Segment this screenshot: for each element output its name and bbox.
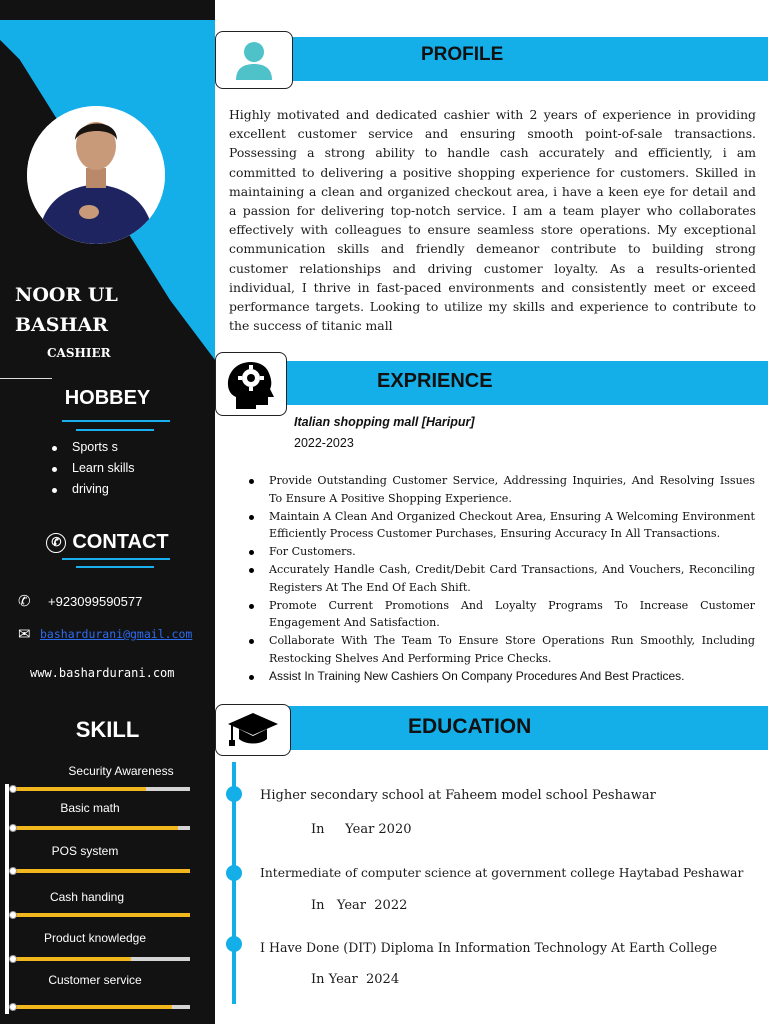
experience-icon-box	[215, 352, 287, 416]
list-item: Promote Current Promotions And Loyalty Programs To Increase Customer Engagement And Satisfaction.	[247, 597, 755, 633]
hobbies-heading: HOBBEY	[64, 387, 151, 409]
name-line-2: BASHAR	[15, 314, 109, 336]
skill-bar	[12, 787, 190, 791]
profile-icon-box	[215, 31, 293, 89]
skill-bar	[12, 826, 190, 830]
hobbies-list	[52, 440, 135, 503]
contact-email	[18, 625, 192, 643]
contact-heading	[0, 531, 215, 554]
head-gear-icon	[216, 353, 286, 415]
list-item: Sports s	[52, 440, 135, 461]
skill-bar-fill	[12, 787, 146, 791]
education-item-title: Higher secondary school at Faheem model school Peshawar	[260, 788, 656, 803]
profile-photo	[27, 106, 165, 244]
skill-label: Cash handing	[49, 890, 125, 904]
skill-label: Basic math	[60, 801, 120, 815]
job-years: 2022-2023	[294, 436, 354, 450]
divider	[0, 378, 52, 379]
skill-label: Product knowledge	[43, 931, 147, 945]
email-link[interactable]: bashardurani@gmail.com	[40, 627, 193, 641]
list-item: driving	[52, 482, 135, 503]
name-line-1: NOOR UL	[15, 284, 118, 306]
contact-phone	[18, 592, 142, 610]
skill-knob	[9, 911, 17, 919]
list-item: Assist In Training New Cashiers On Company Procedures And Best Practices.	[247, 668, 755, 686]
skill-label: Security Awareness	[68, 764, 174, 778]
skill-bar-fill	[12, 869, 190, 873]
person-name	[15, 280, 195, 340]
job-place: Italian shopping mall [Haripur]	[294, 415, 475, 429]
contact-underline-2	[76, 566, 154, 568]
education-item-year: In Year 2020	[311, 822, 412, 837]
experience-header-bar	[280, 361, 768, 405]
skill-knob	[9, 1003, 17, 1011]
experience-heading: EXPRIENCE	[377, 370, 493, 392]
website[interactable]: www.bashardurani.com	[30, 666, 175, 680]
phone-icon: ✆	[18, 593, 31, 610]
education-item-title: I Have Done (DIT) Diploma In Information Technology At Earth College	[260, 940, 718, 955]
timeline-dot	[226, 786, 242, 802]
hobbies-underline-2	[76, 429, 154, 431]
skill-knob	[9, 867, 17, 875]
envelope-icon: ✉	[18, 626, 31, 643]
skill-knob	[9, 955, 17, 963]
skill-bar	[12, 913, 190, 917]
list-item: Accurately Handle Cash, Credit/Debit Card Transactions, And Vouchers, Reconciling Registers At The End Of Each Shift.	[247, 561, 755, 597]
skill-bar-fill	[12, 913, 190, 917]
graduation-cap-icon	[216, 705, 290, 755]
timeline-dot	[226, 865, 242, 881]
phone-icon: ✆	[46, 533, 66, 553]
education-heading: EDUCATION	[408, 715, 532, 738]
profile-heading: PROFILE	[421, 44, 504, 65]
skill-bar-fill	[12, 826, 178, 830]
phone-number: +923099590577	[48, 593, 143, 609]
user-icon	[216, 32, 292, 88]
contact-heading-label: CONTACT	[72, 531, 169, 553]
education-item-year: In Year 2024	[311, 972, 400, 987]
profile-summary: Highly motivated and dedicated cashier with 2 years of experience in providing excellent customer service and ensuring smooth point-of-sale transactions. Possessing a strong ability to handle cash accurately and efficiently, i am committed to delivering a positive shopping experience for customers. Skilled in maintaining a clean and organized checkout area, i have a keen eye for detail and a passion for delivering top-notch service. I am a team player who collaborates effectively with colleagues to ensure seamless store operations. My exceptional communication skills and friendly demeanor contribute to building strong customer relationships and driving customer loyalty. As a results-oriented individual, I thrive in fast-paced environments and consistently meet or exceed performance targets. Looking to utilize my skills and experience to contribute to the success of titanic mall	[229, 107, 756, 334]
job-title: CASHIER	[47, 346, 111, 360]
timeline-dot	[226, 936, 242, 952]
profile-header-bar	[288, 37, 768, 81]
skill-knob	[9, 785, 17, 793]
skill-bar	[12, 869, 190, 873]
hobbies-underline-1	[62, 420, 170, 422]
list-item: For Customers.	[247, 543, 755, 561]
contact-underline-1	[62, 558, 170, 560]
list-item: Maintain A Clean And Organized Checkout Area, Ensuring A Welcoming Environment Efficiently Process Customer Purchases, Ensuring Accuracy In All Transactions.	[247, 508, 755, 544]
skill-label: POS system	[51, 844, 119, 858]
skill-bar-fill	[12, 957, 131, 961]
list-item: Learn skills	[52, 461, 135, 482]
list-item: Provide Outstanding Customer Service, Addressing Inquiries, And Resolving Issues To Ensure A Positive Shopping Experience.	[247, 472, 755, 508]
education-item-title: Intermediate of computer science at government college Haytabad Peshawar	[260, 866, 744, 880]
skill-bar	[12, 957, 190, 961]
duties-list	[247, 472, 755, 686]
skill-label: Customer service	[48, 973, 142, 987]
education-item-year: In Year 2022	[311, 898, 408, 913]
skill-knob	[9, 824, 17, 832]
skill-bar-fill	[12, 1005, 172, 1009]
skills-heading: SKILL	[75, 717, 140, 742]
education-icon-box	[215, 704, 291, 756]
list-item: Collaborate With The Team To Ensure Store Operations Run Smoothly, Including Restocking Shelves And Performing Price Checks.	[247, 632, 755, 668]
skill-bar	[12, 1005, 190, 1009]
